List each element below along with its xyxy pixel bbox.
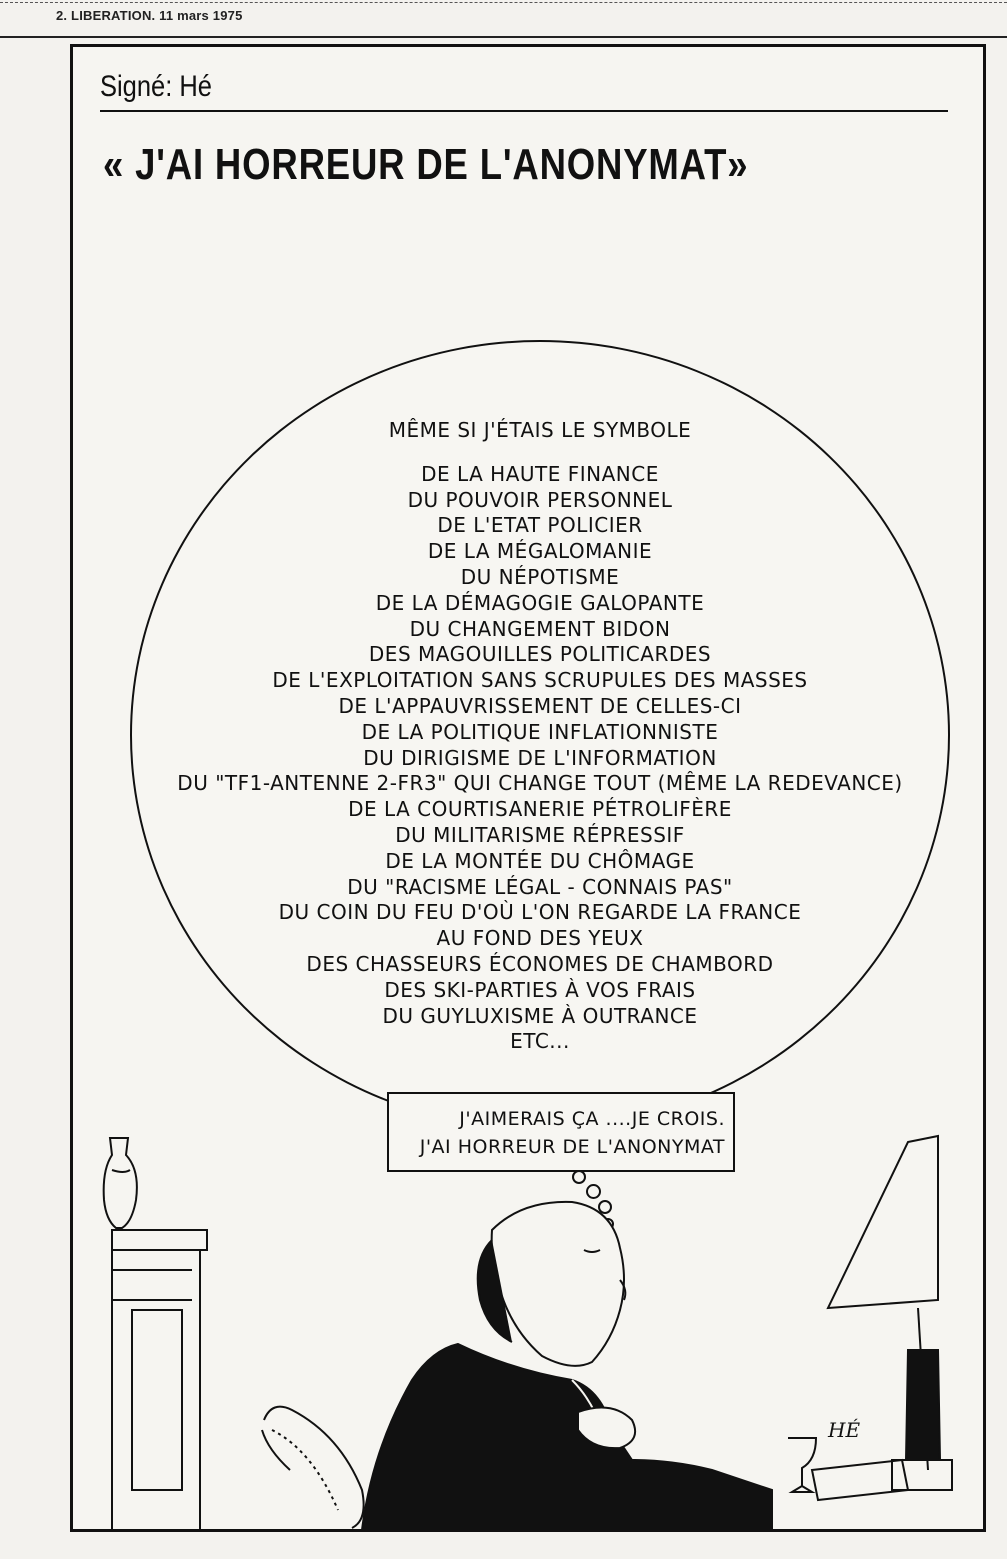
bubble-line: DE L'ETAT POLICIER — [437, 513, 643, 538]
bubble-line: DU GUYLUXISME À OUTRANCE — [382, 1003, 698, 1028]
goblet — [788, 1438, 816, 1492]
newspaper-header: 2. LIBERATION. 11 mars 1975 — [56, 8, 243, 23]
vase — [104, 1138, 137, 1228]
bubble-line: DU CHANGEMENT BIDON — [409, 616, 671, 641]
bubble-line: DE LA POLITIQUE INFLATIONNISTE — [361, 719, 719, 744]
bubble-line: DE LA COURTISANERIE PÉTROLIFÈRE — [348, 797, 732, 822]
bubble-line: DU COIN DU FEU D'OÙ L'ON REGARDE LA FRANCE — [278, 900, 802, 925]
armchair — [262, 1407, 364, 1528]
bubble-text — [130, 418, 950, 1055]
cartoon-illustration — [72, 1130, 984, 1530]
bubble-line: DU "RACISME LÉGAL - CONNAIS PAS" — [347, 874, 733, 899]
artist-signature: HÉ — [828, 1418, 861, 1442]
bubble-line: DU POUVOIR PERSONNEL — [407, 487, 673, 512]
bubble-line: AU FOND DES YEUX — [436, 926, 644, 951]
newspaper-header-strip — [0, 0, 1007, 38]
man-figure — [362, 1202, 772, 1530]
headline: « J'AI HORREUR DE L'ANONYMAT» — [103, 140, 749, 189]
bubble-line: DU MILITARISME RÉPRESSIF — [395, 822, 685, 847]
title-rule — [100, 110, 948, 112]
bubble-line: DES SKI-PARTIES À VOS FRAIS — [384, 977, 696, 1002]
book-stack — [812, 1460, 908, 1500]
bubble-line: DU DIRIGISME DE L'INFORMATION — [363, 745, 717, 770]
bubble-line: DE LA DÉMAGOGIE GALOPANTE — [375, 590, 705, 615]
bubble-line: DE LA HAUTE FINANCE — [421, 461, 659, 486]
thought-line-2: J'AI HORREUR DE L'ANONYMAT — [419, 1136, 725, 1158]
mantelpiece — [112, 1230, 207, 1530]
bubble-line: DES MAGOUILLES POLITICARDES — [368, 642, 712, 667]
bubble-line: DE L'APPAUVRISSEMENT DE CELLES-CI — [338, 693, 742, 718]
bubble-line: MÊME SI J'ÉTAIS LE SYMBOLE — [388, 418, 692, 442]
bubble-line: ETC... — [510, 1029, 570, 1054]
bubble-line: DE LA MÉGALOMANIE — [427, 539, 653, 564]
bubble-line: DE LA MONTÉE DU CHÔMAGE — [385, 848, 695, 873]
byline: Signé: Hé — [100, 70, 212, 103]
bubble-line: DU "TF1-ANTENNE 2-FR3" QUI CHANGE TOUT (MÊME LA REDEVANCE) — [177, 771, 903, 796]
bubble-line: DES CHASSEURS ÉCONOMES DE CHAMBORD — [306, 951, 774, 976]
thought-line-1: J'AIMERAIS ÇA ....JE CROIS. — [459, 1108, 725, 1130]
bubble-line: DU NÉPOTISME — [460, 564, 620, 589]
bubble-line: DE L'EXPLOITATION SANS SCRUPULES DES MASSES — [272, 668, 808, 693]
header-dashed-rule — [0, 2, 1007, 3]
